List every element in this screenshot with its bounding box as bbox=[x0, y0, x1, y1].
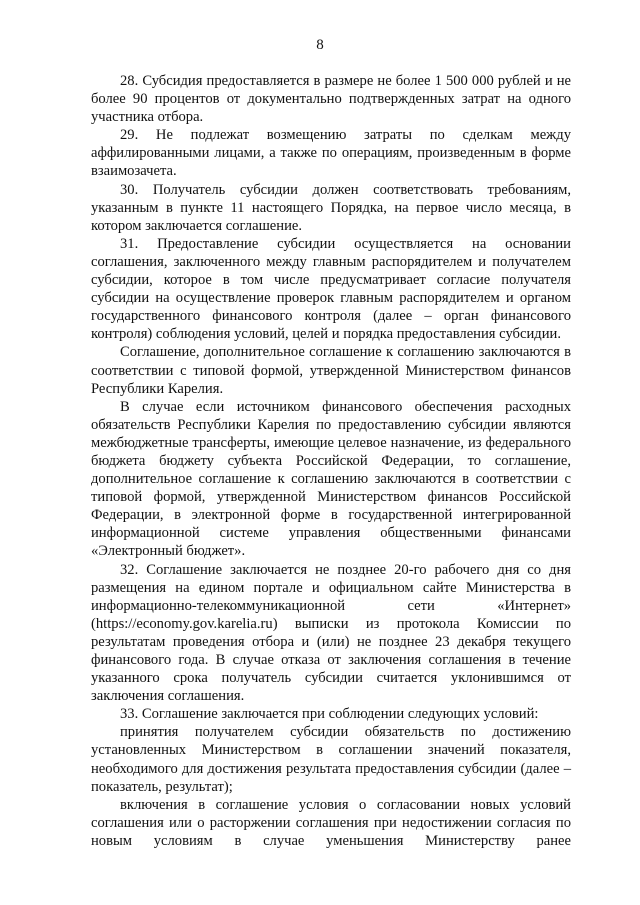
paragraph-31: 31. Предоставление субсидии осуществляется на основании соглашения, заключенного между главным распорядителем и получателем субсидии, которое в том числе предусматривает согласие получателя субсидии на осуществление проверок главным распорядителем и органом государственного финансового контроля (далее – орган финансового контроля) соблюдения условий, целей и порядка предоставления субсидии. bbox=[91, 235, 571, 343]
paragraph-33: 33. Соглашение заключается при соблюдении следующих условий: bbox=[120, 706, 539, 723]
paragraph-31-agreement-form: Соглашение, дополнительное соглашение к соглашению заключаются в соответствии с типовой формой, утвержденной Министерством финансов Республики Карелия. bbox=[91, 344, 571, 397]
paragraph-32: 32. Соглашение заключается не позднее 20-го рабочего дня со дня размещения на едином портале и официальном сайте Министерства в информационно-телекоммуникационной сети «Интернет» (https://economy.gov.karelia.ru) выписки из протокола Комиссии по результатам проведения отбора и (или) не позднее 23 декабря текущего финансового года. В случае отказа от заключения соглашения в течение указанного срока получатель субсидии считается уклонившимся от заключения соглашения. bbox=[91, 561, 571, 705]
paragraph-33-condition-renegotiation: включения в соглашение условия о согласовании новых условий соглашения или о расторжении соглашения при недостижении согласия по новым условиям в случае уменьшения Министерству ранее bbox=[91, 796, 571, 849]
paragraph-29: 29. Не подлежат возмещению затраты по сделкам между аффилированными лицами, а также по операциям, произведенным в форме взаимозачета. bbox=[91, 127, 571, 180]
paragraph-28: 28. Субсидия предоставляется в размере не более 1 500 000 рублей и не более 90 процентов от документально подтвержденных затрат на одного участника отбора. bbox=[91, 73, 571, 126]
paragraph-33-condition-obligations: принятия получателем субсидии обязательств по достижению установленных Министерством в соглашении значений показателя, необходимого для достижения результата предоставления субсидии (далее – показатель, результат); bbox=[91, 724, 571, 795]
paragraph-31-federal-funding: В случае если источником финансового обеспечения расходных обязательств Республики Карелия по предоставлению субсидии являются межбюджетные трансферты, имеющие целевое назначение, из федерального бюджета бюджету субъекта Российской Федерации, то соглашение, дополнительное соглашение к соглашению заключаются в соответствии с типовой формой, утвержденной Министерством финансов Российской Федерации, в электронной форме в государственной интегрированной информационной системе управления общественными финансами «Электронный бюджет». bbox=[91, 398, 571, 560]
document-body bbox=[91, 72, 571, 850]
page-number: 8 bbox=[316, 37, 324, 53]
paragraph-30: 30. Получатель субсидии должен соответствовать требованиям, указанным в пункте 11 настоящего Порядка, на первое число месяца, в котором заключается соглашение. bbox=[91, 181, 571, 234]
